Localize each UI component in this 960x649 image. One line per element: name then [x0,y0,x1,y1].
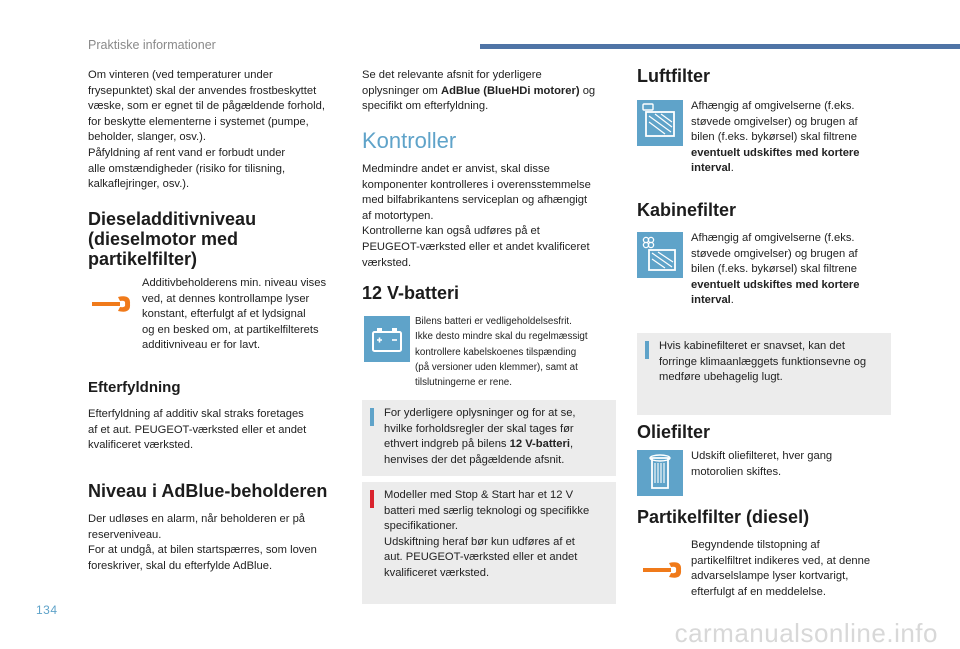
warning-marker [370,490,374,508]
air-filter-text: Afhængig af omgivelserne (f.eks. støvede omgivelser) og brugen af bilen (f.eks. bykørsel) skal filtrene eventuelt udskiftes med kortere interval. [691,100,860,175]
adblue-text: Der udløses en alarm, når beholderen er på reserveniveau. For at undgå, at bilen startspærres, som loven foreskriver, skal du efterfylde AdBlue. [88,513,317,572]
refill-text: Efterfyldning af additiv skal straks foretages af et aut. PEUGEOT-værksted eller et andet kvalificeret værksted. [88,408,307,452]
oil-filter-heading: Oliefilter [637,422,711,442]
air-filter-icon [637,100,683,146]
cabin-note-text: Hvis kabinefilteret er snavset, kan det forringe klimaanlæggets funktionsevne og medføre ubehagelig lugt. [659,340,867,384]
kontroller-heading: Kontroller [362,128,457,153]
wrench-icon [641,549,683,579]
diesel-additive-heading: Dieseladditivniveau (dieselmotor med partikelfilter) [88,209,257,269]
adblue-reference: Se det relevante afsnit for yderligere oplysninger om AdBlue (BlueHDi motorer) og specifikt om efterfyldning. [362,69,596,113]
header-bar [480,44,960,49]
oil-filter-icon [637,450,683,496]
info-note-text: For yderligere oplysninger og for at se, hvilke forholdsregler der skal tages før ethvert indgreb på bilens 12 V-batteri, henvises der det pågældende afsnit. [384,407,576,466]
cabin-filter-heading: Kabinefilter [637,200,737,220]
cabin-filter-icon [637,232,683,278]
oil-filter-text: Udskift oliefilteret, hver gang motorolien skiftes. [691,450,833,478]
battery-text: Bilens batteri er vedligeholdelsesfrit. Ikke desto mindre skal du regelmæssigt kontrollere kabelskoenes tilspænding (på versioner uden klemmer), samt at tilslutningerne er rene. [415,316,588,389]
diesel-additive-text: Additivbeholderens min. niveau vises ved, at dennes kontrollampe lyser konstant, efterfulgt af et lydsignal og en besked om, at partikelfilterets additivniveau er for lavt. [142,277,327,352]
refill-heading: Efterfyldning [88,379,181,396]
particle-filter-text: Begyndende tilstopning af partikelfiltret indikeres ved, at denne advarselslampe lyser kortvarigt, efterfulgt af en meddelelse. [691,539,871,598]
battery-icon [364,316,410,362]
air-filter-heading: Luftfilter [637,66,710,86]
info-marker [645,341,649,359]
wrench-icon [90,283,132,313]
page-number: 134 [36,603,58,617]
particle-filter-heading: Partikelfilter (diesel) [637,507,810,527]
battery-heading: 12 V-batteri [362,283,460,303]
adblue-heading: Niveau i AdBlue-beholderen [88,481,328,501]
warning-note-stopstart [362,482,616,604]
section-title: Praktiske informationer [88,38,216,52]
info-note-cabin [637,333,891,415]
cabin-filter-text: Afhængig af omgivelserne (f.eks. støvede omgivelser) og brugen af bilen (f.eks. bykørsel) skal filtrene eventuelt udskiftes med kortere interval. [691,232,860,307]
warning-note-text: Modeller med Stop & Start har et 12 V batteri med særlig teknologi og specifikke specifikationer. Udskiftning heraf bør kun udføres af et aut. PEUGEOT-værksted eller et andet kvalificeret værksted. [384,489,590,579]
kontroller-text: Medmindre andet er anvist, skal disse komponenter kontrolleres i overensstemmelse med bilfabrikantens serviceplan og afhængigt af motortypen. Kontrollerne kan også udføres på et PEUGEOT-værksted eller et andet kvalificeret værksted. [362,163,591,269]
info-note-battery [362,400,616,476]
watermark-url: carmanualsonline.info [674,618,938,648]
coolant-intro: Om vinteren (ved temperaturer under frysepunktet) skal der anvendes frostbeskyttet væske, som er egnet til de pågældende forhold, for beskytte elementerne i systemet (pumpe, beholder, slanger, osv.). Påfyldning af rent vand er forbudt under alle omstændigheder (risiko for tilisning, kalkaflejringer, osv.). [88,69,325,191]
info-marker [370,408,374,426]
